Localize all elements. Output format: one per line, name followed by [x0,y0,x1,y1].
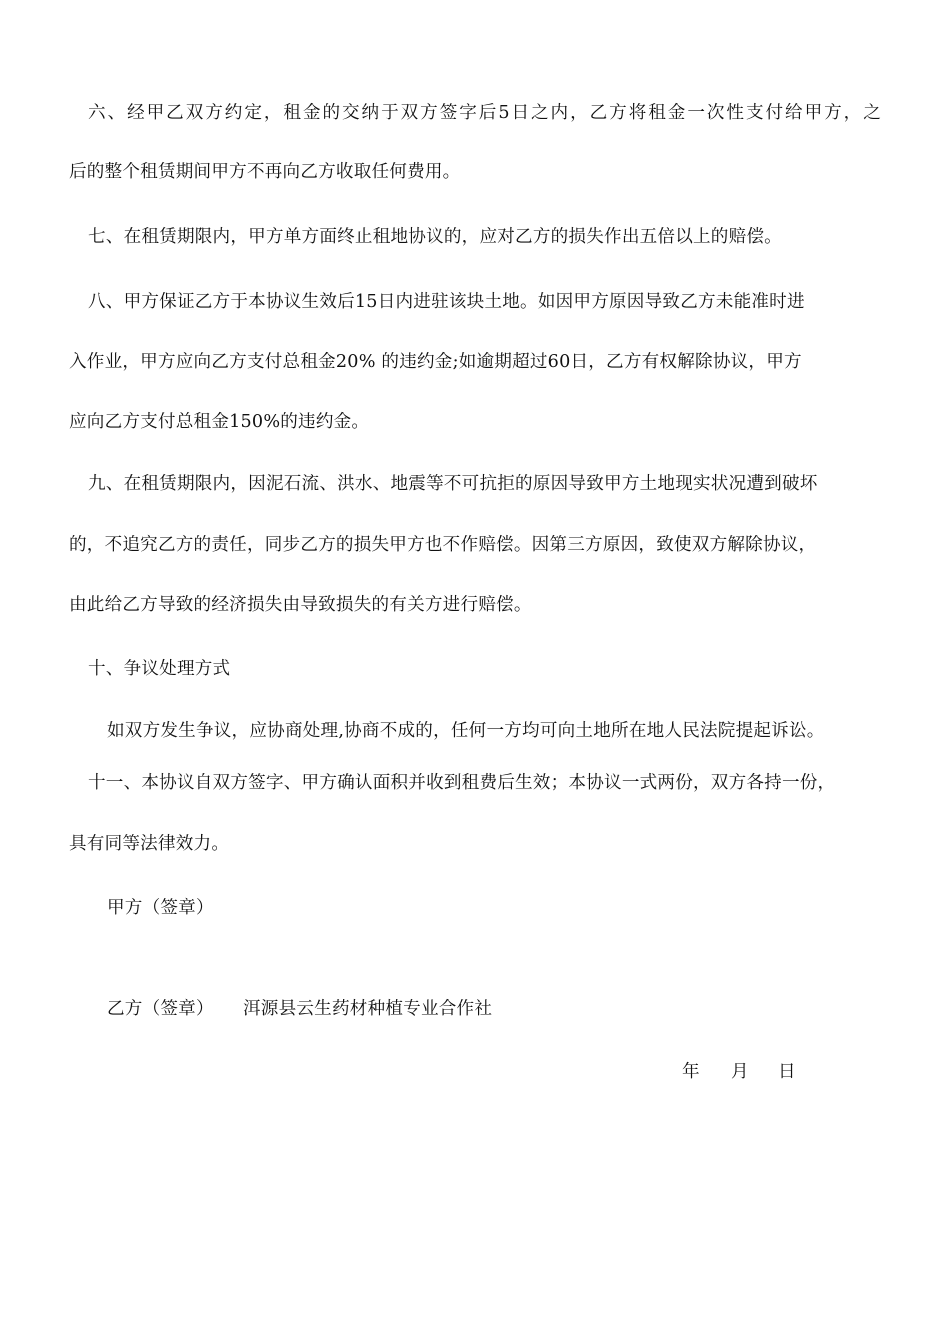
clause-8-line-1: 八、甲方保证乙方于本协议生效后15日内进驻该块土地。如因甲方原因导致乙方未能准时进 [88,292,805,312]
clause-11-line-2: 具有同等法律效力。 [69,834,230,854]
clause-9-line-2: 的，不追究乙方的责任，同步乙方的损失甲方也不作赔偿。因第三方原因，致使双方解除协议， [69,535,817,555]
date-year: 年 [682,1062,700,1082]
date-day: 日 [778,1062,796,1082]
clause-8-line-2: 入作业，甲方应向乙方支付总租金20% 的违约金;如逾期超过60日，乙方有权解除协议，甲方 [69,352,802,372]
date-month: 月 [731,1062,749,1082]
clause-10-heading: 十、争议处理方式 [88,659,231,679]
clause-6-line-2: 后的整个租赁期间甲方不再向乙方收取任何费用。 [69,162,461,182]
clause-6-line-1: 六、经甲乙双方约定，租金的交纳于双方签字后5日之内，乙方将租金一次性支付给甲方，之 [88,103,881,123]
clause-9-line-3: 由此给乙方导致的经济损失由导致损失的有关方进行赔偿。 [69,595,532,615]
party-a-signature-label: 甲方（签章） [107,898,214,918]
clause-8-line-3: 应向乙方支付总租金150%的违约金。 [69,412,370,432]
party-b-name: 洱源县云生药材种植专业合作社 [243,999,493,1019]
clause-10-line-1: 如双方发生争议，应协商处理,协商不成的，任何一方均可向土地所在地人民法院提起诉讼。 [107,721,825,741]
party-b-signature-label: 乙方（签章） [107,999,214,1019]
clause-9-line-1: 九、在租赁期限内，因泥石流、洪水、地震等不可抗拒的原因导致甲方土地现实状况遭到破坏 [88,474,818,494]
clause-11-line-1: 十一、本协议自双方签字、甲方确认面积并收到租费后生效；本协议一式两份，双方各持一份， [88,773,836,793]
clause-7-line-1: 七、在租赁期限内，甲方单方面终止租地协议的，应对乙方的损失作出五倍以上的赔偿。 [88,227,782,247]
